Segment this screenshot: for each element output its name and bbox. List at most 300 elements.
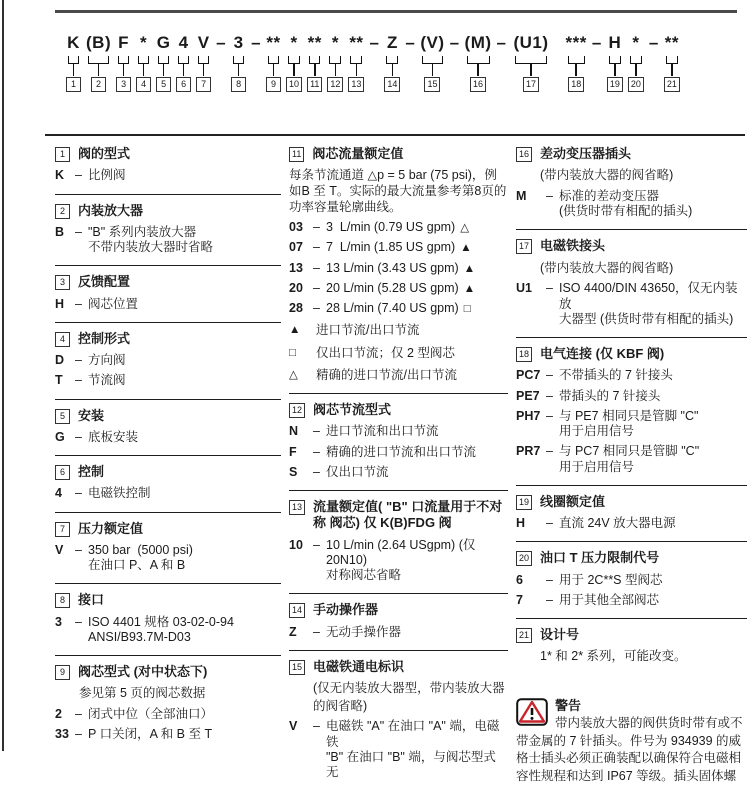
entry-text: 标准的差动变压器 [559,188,660,203]
legend-item [289,368,508,383]
entry-dash: – [75,614,82,629]
code-position-box: 7 [196,77,211,92]
code-segment-label: * [140,33,148,52]
section-subtitle: (带内装放大器的阀省略) [540,260,674,275]
code-stem [273,64,275,76]
section-number-badge: 14 [289,603,305,618]
code-stem [671,64,673,76]
code-bracket [467,56,490,64]
section [289,650,508,790]
section-number-badge: 11 [289,147,304,162]
code-segment-label: – [449,33,460,52]
entry-description [559,409,747,440]
entry-code: 2 [55,706,62,721]
entry-code: 33 [55,727,69,742]
code-position-box: 6 [176,77,191,92]
entry-description [88,615,281,646]
code-bracket [630,56,642,64]
entry-text: P 口关闭，A 和 B 至 T [88,727,213,742]
section-title: 线圈额定值 [540,493,606,509]
entry-text-line2: 对称阀芯省略 [326,568,402,583]
entry-text: 与 PE7 相同只是管脚 "C" [559,408,699,423]
code-position-box: 16 [470,77,486,92]
code-segment [286,32,302,92]
throttle-symbol: △ [460,222,470,235]
code-separator [405,32,415,56]
code-stem [614,64,616,76]
entry-code: PC7 [516,368,541,383]
section-number-badge: 2 [55,204,70,219]
section-number-badge: 6 [55,465,70,480]
entry-dash: – [75,706,82,721]
legend-symbol: ▲ [289,324,301,337]
code-entry [289,538,508,584]
entry-code: 3 [55,614,62,629]
section [55,138,281,194]
section-number-badge: 18 [516,347,532,362]
section [516,541,747,618]
entry-description [88,543,281,574]
section [55,455,281,512]
entry-text: 无动手操作器 [326,624,402,639]
section-title: 阀芯节流型式 [313,402,392,418]
section-header [516,346,747,362]
section-header [55,146,281,162]
section-header [55,521,281,537]
entry-dash: – [313,301,320,316]
section-number-badge: 3 [55,275,70,290]
code-entry [516,593,747,608]
entry-description [559,516,747,531]
code-segment-label: ** [307,33,322,52]
code-bracket [198,56,209,64]
section-title: 控制 [78,464,105,479]
code-position-box: 10 [286,77,302,92]
entry-text: ISO 4400/DIN 43650，仅无内装放 [559,281,738,311]
entry-description [326,301,508,316]
section-header [516,627,747,643]
code-position-box: 17 [523,77,539,92]
code-stem [392,64,394,76]
section-subtitle: (带内装放大器的阀省略) [540,168,674,183]
code-entry [516,389,747,404]
code-position-box: 13 [348,77,364,92]
section-header [516,146,747,162]
entry-dash: – [546,388,553,403]
entry-dash: – [546,572,553,587]
entry-dash: – [546,281,553,296]
section-header [516,550,747,566]
entry-text: 节流阀 [88,373,126,388]
entry-dash: – [75,296,82,311]
entry-description [326,424,508,439]
code-segment-label: – [216,33,227,52]
code-segment-label: 3 [233,33,244,52]
code-position-box: 20 [628,77,644,92]
entry-description [88,430,281,445]
code-entry [55,225,281,256]
section-header [289,602,508,618]
entry-description [559,573,747,588]
section-number-badge: 21 [516,628,532,643]
entry-dash: – [75,373,82,388]
entry-text-line2: "B" 在油口 "B" 端，与阀芯型式无 [326,749,496,780]
code-bracket [288,56,300,64]
section-number-badge: 12 [289,403,305,418]
section-header [516,238,747,254]
code-segment-label: (V) [420,33,445,52]
entry-code: H [55,296,65,311]
section-title: 控制形式 [78,330,131,346]
section-title: 接口 [78,592,105,608]
section [55,583,281,655]
entry-code: 6 [516,572,523,587]
model-code-divider-rule [45,134,745,136]
entry-dash: – [313,719,320,734]
section-subtitle: 参见第 5 页的阀芯数据 [79,686,206,701]
code-separator [251,32,261,56]
entry-code: 13 [289,260,303,275]
entry-text: 7 L/min (1.85 US gpm) [326,240,456,255]
code-bracket [666,56,678,64]
entry-code: 28 [289,301,303,316]
section-title: 油口 T 压力限制代号 [540,550,660,566]
section-number-badge: 17 [516,239,532,254]
code-entry [516,409,747,440]
entry-dash: – [313,444,320,459]
code-entry [516,281,747,327]
code-segment [465,32,492,92]
entry-text-line2: 用于启用信号 [559,424,635,438]
entry-dash: – [75,224,82,239]
entry-dash: – [75,486,82,501]
entry-description [326,625,508,640]
entry-code: 03 [289,220,303,235]
code-entry [289,424,508,439]
code-bracket [118,56,129,64]
entry-text: 方向阀 [88,353,126,367]
code-segment [136,32,151,92]
code-bracket [68,56,79,64]
section [55,265,281,322]
code-segment [384,32,400,92]
code-entry [55,373,281,388]
entry-text-line2: 用于启用信号 [559,459,635,474]
entry-description [88,727,281,742]
code-segment [176,32,191,92]
throttle-symbol: ▲ [460,242,472,255]
code-segment [513,32,548,92]
code-entry [516,189,747,220]
entry-dash: – [546,368,553,383]
code-bracket [158,56,169,64]
code-separator [649,32,659,56]
code-entry [55,707,281,722]
section [55,512,281,584]
entry-code: PR7 [516,444,541,459]
entry-code: G [55,429,65,444]
code-segment [266,32,281,92]
entry-code: H [516,516,526,530]
code-stem [530,64,532,76]
section [516,138,747,229]
entry-text: 直流 24V 放大器电源 [559,516,676,530]
entry-dash: – [75,542,82,557]
code-segment-label: – [496,33,507,52]
section-title: 手动操作器 [313,602,379,618]
entry-description [326,281,508,296]
entry-code: T [55,373,63,388]
entry-dash: – [546,592,553,607]
entry-code: 10 [289,537,303,552]
code-entry [289,281,508,296]
entry-description [326,261,508,276]
entry-code: 07 [289,240,303,255]
section-header [289,146,508,162]
code-segment-label: G [156,33,171,52]
code-segment [86,32,111,92]
entry-text-line2: 大器型 (供货时带有相配的插头) [559,311,734,326]
section-subtitle: 1* 和 2* 系列，可能改变。 [540,649,687,664]
code-bracket [88,56,109,64]
section-header [55,464,281,480]
entry-description [559,281,747,327]
code-segment [664,32,680,92]
code-stem [143,64,145,76]
section [55,399,281,456]
section-number-badge: 16 [516,147,532,162]
section-title: 内装放大器 [78,202,144,218]
code-bracket [178,56,189,64]
code-position-box: 21 [664,77,680,92]
entry-text: 精确的进口节流和出口节流 [326,444,477,459]
code-position-box: 8 [231,77,246,92]
code-segment-label: (U1) [513,33,549,52]
code-segment [566,32,587,92]
entry-dash: – [313,537,320,552]
section-intro: 每条节流通道 △p = 5 bar (75 psi)，例如B 至 T。实际的最大流量参考第8页的功率容量轮廓曲线。 [289,168,507,214]
entry-text: "B" 系列内装放大器 [88,224,197,239]
entry-dash: – [546,408,553,423]
section [516,229,747,337]
code-segment-label: * [331,33,339,52]
page-header-rule [55,10,737,13]
column-2 [289,138,508,790]
entry-description [326,220,508,235]
code-segment-label: – [251,33,262,52]
section-title: 电气连接 (仅 KBF 阀) [540,346,665,361]
section-title: 反馈配置 [78,274,131,290]
code-stem [73,64,75,76]
section-number-badge: 13 [289,500,305,515]
entry-dash: – [75,727,82,742]
entry-text: 阀芯位置 [88,296,139,311]
section-header [55,592,281,608]
entry-dash: – [546,188,553,203]
entry-text-line2: ANSI/B93.7M-D03 [88,629,191,644]
code-segment-label: * [632,33,640,52]
section-header [55,408,281,424]
model-code-row [66,32,680,92]
entry-code: N [289,424,299,439]
entry-code: U1 [516,281,532,296]
entry-dash: – [75,353,82,367]
code-segment-label: (B) [86,33,112,52]
section-header [289,499,508,532]
code-bracket [422,56,442,64]
code-stem [203,64,205,76]
code-separator [450,32,460,56]
section-title: 压力额定值 [78,520,144,536]
code-entry [516,444,747,475]
entry-text: 底板安装 [88,429,139,444]
code-entry [289,445,508,460]
code-segment-label: F [118,33,130,52]
section [516,485,747,542]
code-stem [238,64,240,76]
code-position-box: 12 [327,77,343,92]
code-stem [123,64,125,76]
legend-item [289,323,508,338]
entry-text-line2: (供货时带有相配的插头) [559,204,693,219]
entry-description [326,719,508,780]
code-bracket [309,56,320,64]
code-entry [289,240,508,255]
section-number-badge: 8 [55,593,70,608]
code-stem [183,64,185,76]
section-subtitle: (仅无内装放大器型，带内装放大器 [313,681,505,696]
code-segment [348,32,364,92]
legend-text: 仅出口节流；仅 2 型阀芯 [316,345,455,360]
code-bracket [329,56,341,64]
entry-description [88,486,281,501]
code-bracket [268,56,279,64]
entry-code: K [55,168,65,183]
section [289,393,508,490]
code-position-box: 5 [156,77,171,92]
code-segment [196,32,211,92]
entry-description [559,593,747,608]
column-3 [516,138,747,785]
section-header [289,402,508,418]
code-entry [289,301,508,316]
code-segment-label: ** [266,33,281,52]
entry-text: 28 L/min (7.40 US gpm) [326,301,459,316]
code-entry [55,486,281,501]
code-stem [314,64,316,76]
section-header [55,664,281,680]
legend-text: 进口节流/出口节流 [316,323,420,338]
column-1 [55,138,281,752]
code-bracket [568,56,585,64]
code-position-box: 2 [91,77,106,92]
code-separator [497,32,507,56]
entry-description [559,189,747,220]
code-separator [216,32,226,56]
entry-description [326,465,508,480]
entry-dash: – [546,444,553,459]
entry-dash: – [313,280,320,295]
code-entry [516,573,747,588]
section-header [55,274,281,290]
section-number-badge: 5 [55,409,70,424]
legend-symbol: □ [289,346,296,359]
throttle-symbol: ▲ [463,282,476,295]
section-header [55,203,281,219]
legend-symbol: △ [289,368,298,381]
entry-text-line2: 不带内装放大器时省略 [88,240,214,254]
entry-text: ISO 4401 规格 03-02-0-94 [88,614,234,629]
code-position-box: 18 [568,77,584,92]
entry-dash: – [546,516,553,530]
entry-description [326,445,508,460]
code-entry [516,368,747,383]
code-position-box: 11 [307,77,322,92]
entry-description [559,368,747,383]
entry-code: PH7 [516,408,541,423]
entry-code: PE7 [516,388,540,403]
code-segment-label: H [608,33,622,52]
code-segment [607,32,623,92]
code-stem [335,64,337,76]
entry-text: 电磁铁 "A" 在油口 "A" 端，电磁铁 [326,719,500,749]
code-segment-label: – [369,33,380,52]
entry-text: 用于其他全部阀芯 [559,592,660,607]
entry-code: 7 [516,592,523,607]
code-segment-label: Z [386,33,398,52]
code-segment-label: * [290,33,298,52]
section-title: 安装 [78,407,105,423]
section-number-badge: 15 [289,660,305,675]
entry-code: Z [289,624,297,639]
code-segment-label: (M) [464,33,492,52]
code-separator [369,32,379,56]
section-title: 流量额定值( "B" 口流量用于不对称 阀芯) 仅 K(B)FDG 阀 [313,499,503,531]
code-stem [477,64,479,76]
section [516,618,747,675]
code-bracket [386,56,398,64]
entry-text-line2: 在油口 P、A 和 B [88,558,186,572]
section-number-badge: 19 [516,495,532,510]
entry-text: 带插头的 7 针接头 [559,388,661,403]
entry-dash: – [75,429,82,444]
code-segment [156,32,171,92]
section [55,655,281,752]
code-position-box: 1 [66,77,81,92]
code-segment-label: – [648,33,659,52]
code-segment [420,32,444,92]
entry-description [559,389,747,404]
entry-description [88,225,281,256]
code-segment-label: 4 [178,33,189,52]
code-bracket [138,56,149,64]
code-segment-label: ** [349,33,364,52]
code-segment-label: – [405,33,416,52]
entry-code: M [516,188,527,203]
entry-code: V [289,719,298,734]
code-bracket [609,56,621,64]
warning-title: 警告 [555,697,582,713]
page-left-border [2,0,4,751]
code-segment-label: ** [664,33,679,52]
code-segment [307,32,322,92]
entry-description [559,444,747,475]
code-stem [163,64,165,76]
section [289,490,508,593]
code-segment [116,32,131,92]
entry-text: 用于 2C**S 型阀芯 [559,572,663,587]
code-entry [55,727,281,742]
